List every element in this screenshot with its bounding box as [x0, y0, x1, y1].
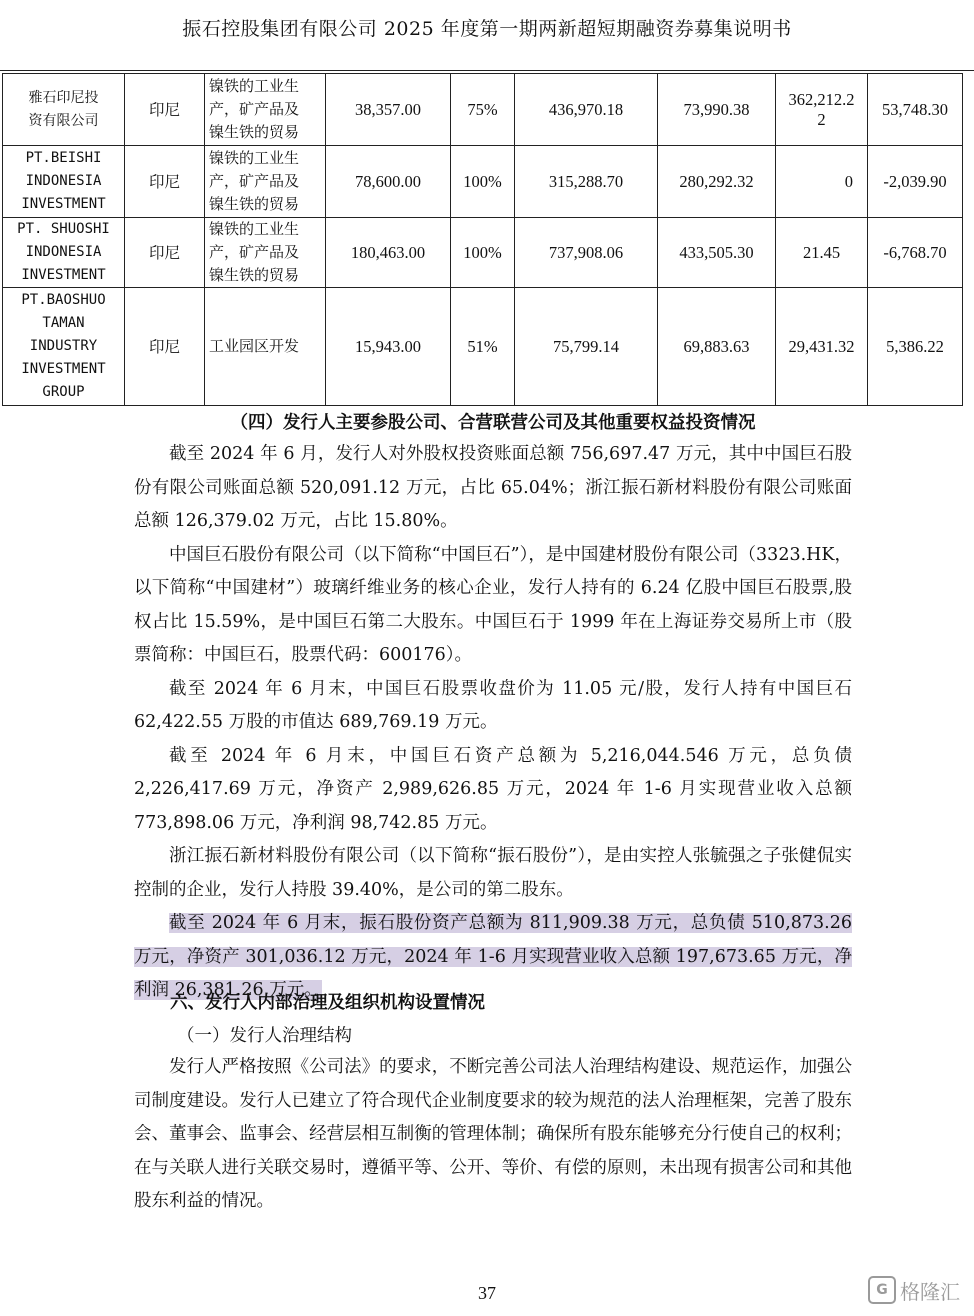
business-cell-line: 产，矿产品及: [209, 100, 300, 118]
company-name-cell-line: INDUSTRY: [29, 338, 98, 354]
business-cell: [205, 74, 326, 146]
company-name-cell-line: PT. SHUOSHI: [17, 221, 110, 237]
capital-cell: 15,943.00: [326, 288, 451, 406]
net-profit-cell: 53,748.30: [868, 74, 963, 146]
section4-heading: （四）发行人主要参股公司、合营联营公司及其他重要权益投资情况: [230, 413, 756, 433]
revenue-cell-line: 29,431.32: [788, 336, 855, 356]
revenue-cell-line: 0: [844, 171, 853, 191]
net-profit-cell: -2,039.90: [868, 146, 963, 218]
net-profit-cell: -6,768.70: [868, 218, 963, 288]
table-row: [3, 146, 963, 218]
share-cell: 51%: [451, 288, 515, 406]
company-name-cell: [3, 146, 125, 218]
total-assets-cell: 737,908.06: [515, 218, 658, 288]
company-name-cell-line: TAMAN: [42, 315, 85, 331]
net-assets-cell: 433,505.30: [658, 218, 776, 288]
table-row: [3, 74, 963, 146]
section4-paragraph-5: 浙江振石新材料股份有限公司（以下简称“振石股份”），是由实控人张毓强之子张健侃实控制的企业，发行人持股 39.40%，是公司的第二股东。: [134, 846, 852, 900]
company-name-cell-line: PT.BEISHI: [25, 150, 102, 166]
company-name-cell: [3, 74, 125, 146]
section6-heading: 六、发行人内部治理及组织机构设置情况: [170, 993, 485, 1013]
business-cell-line: 镍生铁的贸易: [209, 266, 300, 284]
revenue-cell: [776, 146, 868, 218]
business-cell: [205, 146, 326, 218]
business-cell-line: 镍铁的工业生: [209, 149, 300, 167]
business-cell-line: 镍生铁的贸易: [209, 195, 300, 213]
capital-cell: 78,600.00: [326, 146, 451, 218]
revenue-cell-line: 2: [817, 109, 826, 129]
location-cell: 印尼: [125, 74, 205, 146]
total-assets-cell: 436,970.18: [515, 74, 658, 146]
table-row: [3, 218, 963, 288]
page-number: 37: [478, 1283, 496, 1303]
revenue-cell: [776, 74, 868, 146]
company-name-cell-line: 资有限公司: [28, 112, 99, 129]
company-name-cell-line: GROUP: [42, 384, 85, 400]
company-name-cell: [3, 218, 125, 288]
net-assets-cell: 69,883.63: [658, 288, 776, 406]
revenue-cell: [776, 288, 868, 406]
business-cell-line: 镍生铁的贸易: [209, 123, 300, 141]
company-name-cell: [3, 288, 125, 406]
net-assets-cell: 73,990.38: [658, 74, 776, 146]
section4-body: [134, 438, 852, 1008]
section6-body: [134, 1051, 852, 1219]
table-row: [3, 288, 963, 406]
share-cell: 100%: [451, 218, 515, 288]
business-cell-line: 产，矿产品及: [209, 243, 300, 261]
document-header-title: 振石控股集团有限公司 2025 年度第一期两新超短期融资券募集说明书: [182, 18, 792, 40]
section4-paragraph-2: 中国巨石股份有限公司（以下简称“中国巨石”），是中国建材股份有限公司（3323.HK，以下简称“中国建材”）玻璃纤维业务的核心企业，发行人持有的 6.24 亿股中国巨石股票,股权占比 15.59%，是中国巨石第二大股东。中国巨石于 1999 年在上海证券交易所上市（股票简称：中国巨石，股票代码：600176）。: [134, 544, 852, 665]
watermark-text: 格隆汇: [900, 1279, 960, 1304]
section4-paragraph-3: 截至 2024 年 6 月末，中国巨石股票收盘价为 11.05 元/股，发行人持有中国巨石 62,422.55 万股的市值达 689,769.19 万元。: [134, 678, 852, 732]
business-cell-line: 镍铁的工业生: [209, 220, 300, 238]
capital-cell: 180,463.00: [326, 218, 451, 288]
share-cell: 75%: [451, 74, 515, 146]
capital-cell: 38,357.00: [326, 74, 451, 146]
watermark: [868, 1274, 960, 1306]
company-name-cell-line: INVESTMENT: [21, 196, 106, 212]
business-cell-line: 产，矿产品及: [209, 172, 300, 190]
company-name-cell-line: 雅石印尼投: [28, 89, 99, 106]
revenue-cell-line: 21.45: [802, 242, 841, 262]
business-cell: [205, 218, 326, 288]
revenue-cell: [776, 218, 868, 288]
subsidiary-table: [2, 73, 963, 406]
business-cell-line: 工业园区开发: [209, 337, 300, 355]
highlighted-text: 截至 2024 年 6 月末，振石股份资产总额为 811,909.38 万元，总负债 510,873.26 万元，净资产 301,036.12 万元，2024 年 1-6 月实现营业收入总额 197,673.65 万元，净利润 26,381.26 万元。: [134, 913, 852, 1000]
location-cell: 印尼: [125, 288, 205, 406]
total-assets-cell: 315,288.70: [515, 146, 658, 218]
net-profit-cell: 5,386.22: [868, 288, 963, 406]
share-cell: 100%: [451, 146, 515, 218]
company-name-cell-line: INVESTMENT: [21, 361, 106, 377]
business-cell: [205, 288, 326, 406]
location-cell: 印尼: [125, 146, 205, 218]
section6-subheading: （一）发行人治理结构: [177, 1026, 352, 1046]
company-name-cell-line: PT.BAOSHUO: [21, 292, 106, 308]
company-name-cell-line: INDONESIA: [25, 244, 102, 260]
company-name-cell-line: INDONESIA: [25, 173, 102, 189]
revenue-cell-line: 362,212.2: [788, 89, 855, 109]
section4-paragraph-1: 截至 2024 年 6 月，发行人对外股权投资账面总额 756,697.47 万元，其中中国巨石股份有限公司账面总额 520,091.12 万元，占比 65.04%；浙江振石新材料股份有限公司账面总额 126,379.02 万元，占比 15.80%。: [134, 444, 852, 531]
watermark-logo-icon: G: [868, 1276, 896, 1304]
total-assets-cell: 75,799.14: [515, 288, 658, 406]
business-cell-line: 镍铁的工业生: [209, 77, 300, 95]
header-rule: [0, 70, 974, 71]
location-cell: 印尼: [125, 218, 205, 288]
net-assets-cell: 280,292.32: [658, 146, 776, 218]
section6-paragraph-1: 发行人严格按照《公司法》的要求，不断完善公司法人治理结构建设、规范运作，加强公司制度建设。发行人已建立了符合现代企业制度要求的较为规范的法人治理框架，完善了股东会、董事会、监事会、经营层相互制衡的管理体制；确保所有股东能够充分行使自己的权利；在与关联人进行关联交易时，遵循平等、公开、等价、有偿的原则，未出现有损害公司和其他股东利益的情况。: [134, 1057, 852, 1211]
company-name-cell-line: INVESTMENT: [21, 267, 106, 283]
section4-paragraph-4: 截至 2024 年 6 月末，中国巨石资产总额为 5,216,044.546 万元，总负债 2,226,417.69 万元，净资产 2,989,626.85 万元，2024 年 1-6 月实现营业收入总额 773,898.06 万元，净利润 98,742.85 万元。: [134, 745, 852, 833]
